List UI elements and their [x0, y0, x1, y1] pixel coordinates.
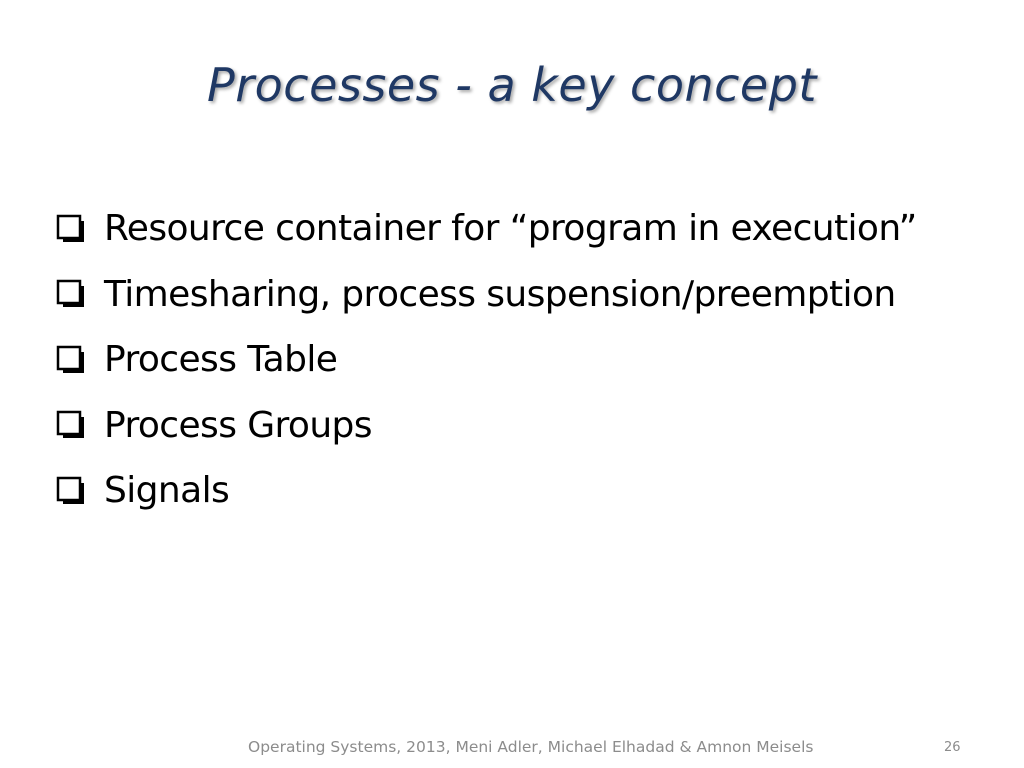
bullet-item — [56, 393, 996, 459]
checkbox-square-icon — [56, 214, 86, 244]
slide-footer: Operating Systems, 2013, Meni Adler, Michael Elhadad & Amnon Meisels — [248, 738, 814, 756]
bullet-text: Process Groups — [104, 404, 372, 446]
bullet-list — [56, 196, 996, 524]
bullet-text: Signals — [104, 470, 230, 512]
checkbox-square-icon — [56, 476, 86, 506]
bullet-text: Process Table — [104, 339, 338, 381]
bullet-item — [56, 458, 996, 524]
slide-title: Processes - a key concept — [207, 58, 817, 112]
checkbox-square-icon — [56, 345, 86, 375]
checkbox-square-icon — [56, 410, 86, 440]
bullet-item — [56, 196, 996, 262]
page-number: 26 — [944, 740, 961, 755]
bullet-item — [56, 327, 996, 393]
bullet-item — [56, 262, 996, 328]
checkbox-square-icon — [56, 279, 86, 309]
bullet-text: Resource container for “program in execution” — [104, 208, 917, 250]
bullet-text: Timesharing, process suspension/preemption — [104, 273, 896, 315]
